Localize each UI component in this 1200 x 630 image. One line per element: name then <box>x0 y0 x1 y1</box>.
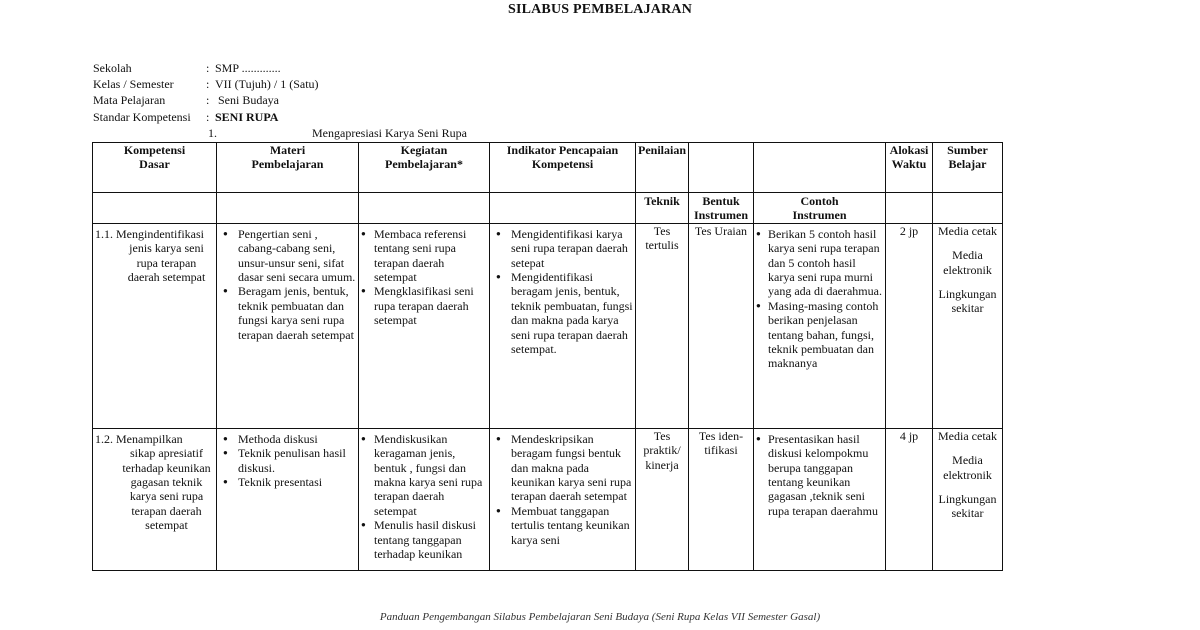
cell-line: tertulis <box>645 238 679 253</box>
meta-separator: : <box>206 109 210 124</box>
bentuk-cell <box>689 428 754 570</box>
header-row <box>93 143 1003 193</box>
kd-line: terhadap keunikan <box>122 460 211 475</box>
meta-value: SMP ............. <box>215 61 281 75</box>
list-item: ● Mengidentifikasi karya seni rupa terapan daerah setepat <box>494 227 633 270</box>
kd-line: gagasan teknik <box>130 475 203 490</box>
list-item: ● Teknik penulisan hasil diskusi. <box>221 446 356 475</box>
header-alokasi: Alokasi Waktu <box>886 143 933 193</box>
cell-line: tifikasi <box>704 443 738 458</box>
kd-line: daerah setempat <box>127 270 206 285</box>
subheader-empty <box>886 193 933 224</box>
subheader-empty <box>93 193 217 224</box>
meta-row-sekolah <box>93 60 319 76</box>
teknik-cell <box>636 428 689 570</box>
header-penilaian: Penilaian <box>636 143 689 193</box>
kd-line: terapan daerah <box>131 503 202 518</box>
header-bentuk: Bentuk Instrumen <box>689 193 754 224</box>
meta-value: VII (Tujuh) / 1 (Satu) <box>215 77 319 92</box>
contoh-cell <box>754 223 886 428</box>
meta-separator: : <box>206 77 210 92</box>
kd-line: jenis karya seni <box>129 241 204 256</box>
kd-line: karya seni rupa <box>129 489 204 504</box>
list-item: ● Mengidentifikasi beragam jenis, bentuk, teknik pembuatan, fungsi dan makna pada karya seni rupa terapan daerah setempat. <box>494 270 633 356</box>
kompetensi-dasar-cell <box>93 223 217 428</box>
kegiatan-cell <box>359 223 490 428</box>
kd-number: 1.2. <box>95 431 113 446</box>
list-item: ● Teknik presentasi <box>221 475 356 489</box>
document-title: SILABUS PEMBELAJARAN <box>507 2 693 17</box>
list-item: ● Presentasikan hasil diskusi kelompokmu berupa tanggapan tentang keunikan gagasan ,teknik seni rupa terapan daerahmu <box>754 432 883 518</box>
header-teknik: Teknik <box>636 193 689 224</box>
table-row <box>93 428 1003 570</box>
materi-cell <box>217 223 359 428</box>
meta-row-standar <box>93 109 319 125</box>
contoh-cell <box>754 428 886 570</box>
sumber-cell <box>933 223 1003 428</box>
meta-label: Standar Kompetensi <box>93 109 191 124</box>
indikator-cell <box>490 223 636 428</box>
list-item: ● Menulis hasil diskusi tentang tanggapan terhadap keunikan <box>359 518 487 561</box>
alokasi-cell: 4 jp <box>886 428 933 570</box>
list-item: ● Membuat tanggapan tertulis tentang keunikan karya seni <box>494 504 633 547</box>
kd-title: Mengindentifikasi <box>116 226 204 241</box>
kd-title: Menampilkan <box>116 431 183 446</box>
list-item: ● Pengertian seni , cabang-cabang seni, unsur-unsur seni, sifat dasar seni secara umum. <box>221 227 356 285</box>
cell-line: Tes Uraian <box>694 223 748 238</box>
list-item: ● Beragam jenis, bentuk, teknik pembuatan dan fungsi karya seni rupa terapan daerah setempat <box>221 284 356 342</box>
cell-line: Media elektronik <box>943 248 992 277</box>
sk-text: Mengapresiasi Karya Seni Rupa <box>312 126 467 140</box>
cell-line: kinerja <box>645 457 679 472</box>
header-empty <box>689 143 754 193</box>
syllabus-table <box>92 142 1003 571</box>
indikator-cell <box>490 428 636 570</box>
meta-label: Mata Pelajaran <box>93 93 166 108</box>
materi-cell <box>217 428 359 570</box>
table-row <box>93 223 1003 428</box>
cell-line: praktik/ <box>643 443 681 458</box>
kd-number: 1.1. <box>95 226 113 241</box>
sumber-cell <box>933 428 1003 570</box>
cell-line: Tes <box>653 223 671 238</box>
header-materi: Materi Pembelajaran <box>217 143 359 193</box>
subheader-empty <box>933 193 1003 224</box>
list-item: ● Membaca referensi tentang seni rupa terapan daerah setempat <box>359 227 487 285</box>
header-sumber: Sumber Belajar <box>933 143 1003 193</box>
header-kegiatan: Kegiatan Pembelajaran* <box>359 143 490 193</box>
subheader-empty <box>359 193 490 224</box>
cell-line: Lingkungan sekitar <box>938 287 997 316</box>
alokasi-cell: 2 jp <box>886 223 933 428</box>
meta-row-mapel <box>93 92 319 108</box>
list-item: ● Berikan 5 contoh hasil karya seni rupa terapan dan 5 contoh hasil karya seni rupa murni yang ada di daerahmua. <box>754 227 883 299</box>
header-indikator: Indikator Pencapaian Kompetensi <box>490 143 636 193</box>
list-item: ● Mendeskripsikan beragam fungsi bentuk dan makna pada keunikan karya seni rupa terapan daerah setempat <box>494 432 633 504</box>
meta-value: SENI RUPA <box>215 109 279 124</box>
page-footer: Panduan Pengembangan Silabus Pembelajaran Seni Budaya (Seni Rupa Kelas VII Semester Gasal) <box>379 611 821 623</box>
list-item: ● Mengklasifikasi seni rupa terapan daerah setempat <box>359 284 487 327</box>
header-kompetensi-dasar: Kompetensi Dasar <box>93 143 217 193</box>
standar-kompetensi-item <box>208 126 467 141</box>
meta-separator: : <box>206 93 210 108</box>
cell-line: Tes <box>653 428 671 443</box>
kd-line: setempat <box>145 518 188 533</box>
header-empty <box>754 143 886 193</box>
cell-line: Lingkungan sekitar <box>938 492 997 521</box>
meta-separator: : <box>206 61 210 75</box>
kd-line: sikap apresiatif <box>130 446 203 461</box>
subheader-row <box>93 193 1003 224</box>
kompetensi-dasar-cell <box>93 428 217 570</box>
list-item: ● Mendiskusikan keragaman jenis, bentuk , fungsi dan makna karya seni rupa terapan daerah setempat <box>359 432 487 518</box>
subheader-empty <box>490 193 636 224</box>
syllabus-meta <box>93 60 319 125</box>
meta-value: Seni Budaya <box>215 93 279 108</box>
kegiatan-cell <box>359 428 490 570</box>
subheader-empty <box>217 193 359 224</box>
meta-row-kelas <box>93 76 319 92</box>
header-contoh: Contoh Instrumen <box>754 193 886 224</box>
cell-line: Media cetak <box>938 223 997 238</box>
teknik-cell <box>636 223 689 428</box>
cell-line: Media cetak <box>938 428 997 443</box>
meta-label: Sekolah <box>93 61 132 75</box>
list-item: ● Methoda diskusi <box>221 432 356 446</box>
cell-line: Tes iden- <box>698 428 744 443</box>
list-item: ● Masing-masing contoh berikan penjelasan tentang bahan, fungsi, teknik pembuatan dan maknanya <box>754 299 883 371</box>
cell-line: Media elektronik <box>943 453 992 482</box>
meta-label: Kelas / Semester <box>93 77 174 92</box>
sk-number: 1. <box>208 126 217 140</box>
kd-line: rupa terapan <box>136 255 197 270</box>
bentuk-cell <box>689 223 754 428</box>
